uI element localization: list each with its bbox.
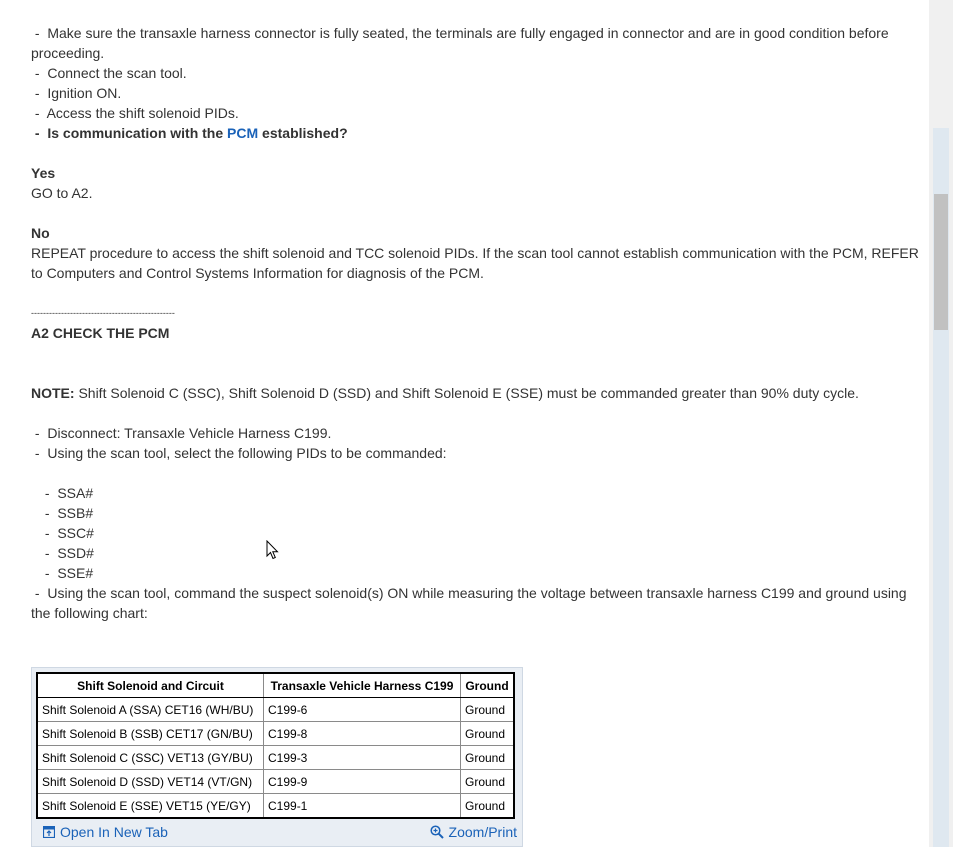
open-in-new-tab-link[interactable] (43, 824, 168, 840)
solenoid-table (36, 672, 515, 819)
pid-item: - SSB# (41, 505, 94, 521)
step-item: - Access the shift solenoid PIDs. (31, 105, 239, 121)
step-item: - Connect the scan tool. (31, 65, 187, 81)
table-row (37, 794, 514, 819)
column-header: Ground (461, 673, 515, 698)
chart-figure (31, 667, 523, 847)
table-cell: Ground (461, 746, 515, 770)
pcm-link[interactable]: PCM (227, 125, 259, 141)
pid-item: - SSE# (41, 565, 94, 581)
no-text: REPEAT procedure to access the shift solenoid and TCC solenoid PIDs. If the scan tool cannot establish communication with the PCM, REFER to Computers and Control Systems Information for diagnosis of the PCM. (31, 245, 919, 281)
zoom-print-link[interactable] (430, 824, 517, 840)
no-label: No (31, 225, 50, 241)
table-row (37, 770, 514, 794)
step-item: - Using the scan tool, select the following PIDs to be commanded: (31, 445, 447, 461)
note: NOTE: Shift Solenoid C (SSC), Shift Solenoid D (SSD) and Shift Solenoid E (SSE) must be commanded greater than 90% duty cycle. (31, 385, 859, 401)
pid-item: - SSC# (41, 525, 94, 541)
scrollbar-thumb[interactable] (934, 194, 948, 330)
question: - Is communication with the PCM established? (31, 125, 348, 141)
section-title: A2 CHECK THE PCM (31, 325, 170, 341)
mouse-cursor-icon (266, 540, 280, 560)
open-tab-icon (43, 826, 55, 838)
pid-item: - SSA# (41, 485, 94, 501)
procedure-content (31, 23, 921, 623)
scrollbar-track[interactable] (933, 0, 949, 128)
table-row (37, 722, 514, 746)
table-header-row (37, 673, 514, 698)
table-row (37, 746, 514, 770)
vertical-scrollbar[interactable] (929, 0, 953, 847)
step-item: - Disconnect: Transaxle Vehicle Harness C199. (31, 425, 332, 441)
zoom-print-label: Zoom/Print (448, 824, 517, 840)
table-cell: Shift Solenoid A (SSA) CET16 (WH/BU) (37, 698, 264, 722)
yes-label: Yes (31, 165, 56, 181)
table-cell: Shift Solenoid D (SSD) VET14 (VT/GN) (37, 770, 264, 794)
table-cell: Ground (461, 770, 515, 794)
yes-text: GO to A2. (31, 185, 93, 201)
zoom-icon (430, 825, 444, 839)
table-row (37, 698, 514, 722)
table-cell: Shift Solenoid B (SSB) CET17 (GN/BU) (37, 722, 264, 746)
column-header: Shift Solenoid and Circuit (37, 673, 264, 698)
pid-item: - SSD# (41, 545, 94, 561)
table-cell: Ground (461, 794, 515, 819)
table-cell: C199-6 (264, 698, 461, 722)
table-cell: Ground (461, 698, 515, 722)
step-item: - Ignition ON. (31, 85, 122, 101)
table-cell: Shift Solenoid C (SSC) VET13 (GY/BU) (37, 746, 264, 770)
step-item: - Make sure the transaxle harness connector is fully seated, the terminals are fully engaged in connector and are in good condition before proceeding. (31, 25, 889, 61)
separator: ------------------------------------------------ (31, 308, 175, 318)
table-cell: C199-9 (264, 770, 461, 794)
open-in-new-tab-label: Open In New Tab (60, 824, 168, 840)
column-header: Transaxle Vehicle Harness C199 (264, 673, 461, 698)
table-cell: C199-1 (264, 794, 461, 819)
table-cell: Ground (461, 722, 515, 746)
step-item: - Using the scan tool, command the suspect solenoid(s) ON while measuring the voltage between transaxle harness C199 and ground using the following chart: (31, 585, 907, 621)
table-cell: C199-3 (264, 746, 461, 770)
table-cell: Shift Solenoid E (SSE) VET15 (YE/GY) (37, 794, 264, 819)
table-cell: C199-8 (264, 722, 461, 746)
